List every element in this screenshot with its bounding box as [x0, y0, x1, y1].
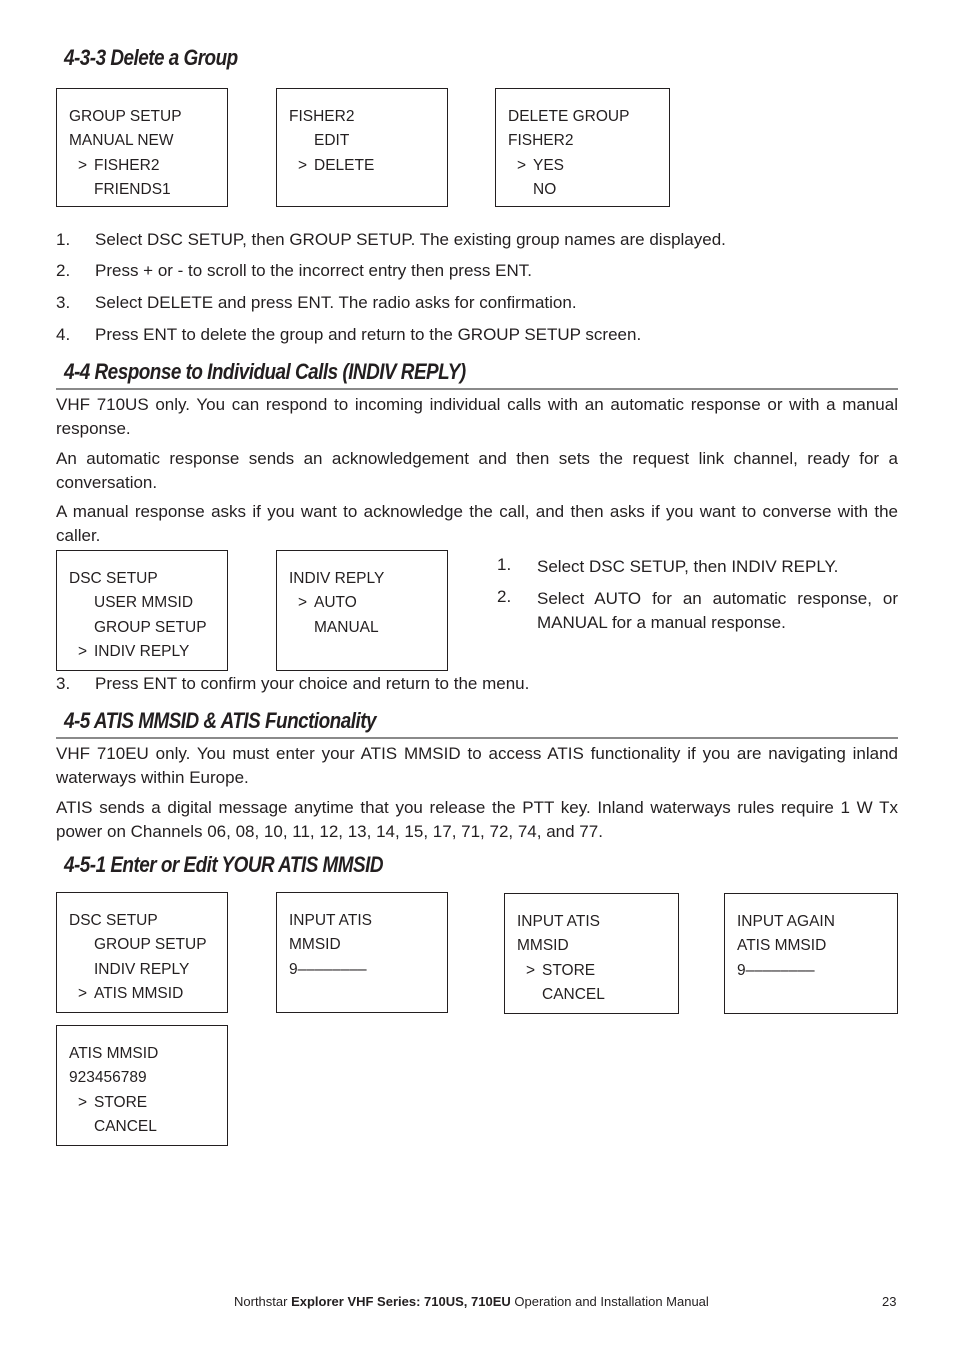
screen-line	[57, 616, 227, 640]
screen-line-text: 9––––––––	[737, 961, 815, 979]
screen-line	[277, 958, 447, 982]
lcd-screen-indiv-reply	[276, 550, 448, 671]
screen-line-text: STORE	[94, 1093, 148, 1111]
screen-line	[57, 1066, 227, 1090]
footer-brand: Northstar	[234, 1294, 288, 1309]
screen-line-text: INPUT ATIS	[289, 912, 372, 929]
screen-line	[57, 591, 227, 615]
step-number: 1.	[497, 555, 512, 574]
screen-line	[57, 154, 227, 178]
screen-line	[277, 154, 447, 178]
section-heading-4-3-3: 4-3-3 Delete a Group	[64, 45, 238, 70]
screen-line	[57, 982, 227, 1006]
screen-line	[57, 640, 227, 664]
step-text: Press ENT to delete the group and return to the GROUP SETUP screen.	[95, 325, 642, 344]
step-number: 2.	[497, 587, 512, 606]
screen-line	[725, 959, 897, 983]
screen-line-text: GROUP SETUP	[94, 936, 207, 954]
screen-line-text: MMSID	[517, 937, 569, 955]
screen-line	[57, 933, 227, 957]
screen-line-text: GROUP SETUP	[94, 618, 207, 636]
screen-line	[57, 1042, 227, 1066]
screen-line	[57, 909, 227, 933]
screen-line-text: MANUAL	[314, 618, 379, 636]
screen-line-text: ATIS MMSID	[69, 1045, 159, 1062]
step-number: 4.	[56, 325, 71, 344]
screen-line	[57, 958, 227, 982]
screen-line	[496, 105, 669, 129]
screen-line	[277, 616, 447, 640]
lcd-screen-dsc-setup-atis	[56, 892, 228, 1013]
step-text: Select DSC SETUP, then INDIV REPLY.	[537, 557, 839, 576]
screen-line-text: GROUP SETUP	[69, 108, 182, 125]
step-number: 1.	[56, 230, 71, 249]
section-heading-4-4: 4-4 Response to Individual Calls (INDIV REPLY)	[64, 359, 466, 384]
paragraph: VHF 710EU only. You must enter your ATIS MMSID to access ATIS functionality if you are navigating inland waterways within Europe.	[56, 744, 898, 787]
footer-title: Operation and Installation Manual	[514, 1294, 709, 1309]
selection-arrow-icon: >	[298, 594, 308, 612]
screen-line-text: FISHER2	[94, 156, 160, 174]
step-text: Select DSC SETUP, then GROUP SETUP. The existing group names are displayed.	[95, 230, 726, 249]
step-number: 3.	[56, 293, 71, 312]
screen-line-text: INDIV REPLY	[94, 960, 190, 978]
screen-line-text: DSC SETUP	[69, 912, 158, 929]
screen-line	[57, 178, 227, 202]
lcd-screen-delete-group	[495, 88, 670, 207]
screen-line-text: 9––––––––	[289, 960, 367, 978]
step-text: Press ENT to confirm your choice and return to the menu.	[95, 674, 530, 693]
paragraph: A manual response asks if you want to acknowledge the call, and then asks if you want to converse with the caller.	[56, 502, 898, 545]
screen-line-text: YES	[533, 156, 565, 174]
screen-line-text: DELETE	[314, 156, 375, 174]
selection-arrow-icon: >	[78, 1093, 88, 1111]
selection-arrow-icon: >	[78, 643, 88, 661]
step-number: 3.	[56, 674, 71, 693]
screen-line	[277, 129, 447, 153]
selection-arrow-icon: >	[526, 961, 536, 979]
selection-arrow-icon: >	[78, 156, 88, 174]
screen-line-text: INPUT AGAIN	[737, 913, 835, 930]
screen-line	[505, 910, 678, 934]
screen-line-text: MANUAL NEW	[69, 132, 174, 150]
screen-line-text: CANCEL	[542, 986, 605, 1004]
heading-rule	[56, 388, 898, 390]
lcd-screen-group-setup	[56, 88, 228, 207]
screen-line-text: EDIT	[314, 132, 350, 150]
screen-line-text: INDIV REPLY	[94, 643, 190, 661]
paragraph: VHF 710US only. You can respond to incoming individual calls with an automatic response or with a manual response.	[56, 395, 898, 438]
screen-line	[505, 983, 678, 1007]
screen-line	[57, 1091, 227, 1115]
screen-line	[277, 909, 447, 933]
screen-line-text: INPUT ATIS	[517, 913, 600, 930]
step-number: 2.	[56, 261, 71, 280]
screen-line	[277, 105, 447, 129]
screen-line	[496, 129, 669, 153]
page-footer	[234, 1294, 709, 1309]
screen-line-text: DELETE GROUP	[508, 108, 630, 125]
screen-line	[725, 910, 897, 934]
selection-arrow-icon: >	[78, 985, 88, 1003]
screen-line-text: FISHER2	[508, 132, 574, 150]
screen-line-text: USER MMSID	[94, 594, 194, 612]
screen-line	[277, 591, 447, 615]
screen-line-text: NO	[533, 181, 557, 199]
lcd-screen-input-again	[724, 893, 898, 1014]
step-text: Select AUTO for an automatic response, or MANUAL for a manual response.	[537, 589, 898, 632]
lcd-screen-input-atis	[276, 892, 448, 1013]
step-text: Press + or - to scroll to the incorrect entry then press ENT.	[95, 261, 532, 280]
screen-line-text: FISHER2	[289, 108, 355, 125]
lcd-screen-atis-mmsid-store	[56, 1025, 228, 1146]
screen-line-text: INDIV REPLY	[289, 570, 385, 587]
screen-line	[496, 178, 669, 202]
page-number: 23	[882, 1294, 897, 1309]
screen-line	[57, 129, 227, 153]
screen-line	[505, 959, 678, 983]
screen-line-text: FRIENDS1	[94, 181, 171, 199]
section-heading-4-5-1: 4-5-1 Enter or Edit YOUR ATIS MMSID	[64, 852, 384, 877]
footer-series: Explorer VHF Series: 710US, 710EU	[291, 1294, 511, 1309]
screen-line-text: ATIS MMSID	[737, 937, 827, 955]
paragraph: ATIS sends a digital message anytime that you release the PTT key. Inland waterways rules require 1 W Tx power on Channels 06, 08, 10, 11, 12, 13, 14, 15, 17, 71, 72, 74, and 77.	[56, 798, 898, 841]
section-heading-4-5: 4-5 ATIS MMSID & ATIS Functionality	[64, 708, 377, 733]
selection-arrow-icon: >	[517, 156, 527, 174]
screen-line	[725, 934, 897, 958]
screen-line-text: STORE	[542, 961, 596, 979]
lcd-screen-input-atis-store	[504, 893, 679, 1014]
lcd-screen-dsc-setup	[56, 550, 228, 671]
screen-line	[57, 567, 227, 591]
screen-line	[277, 933, 447, 957]
screen-line-text: DSC SETUP	[69, 570, 158, 587]
screen-line	[57, 105, 227, 129]
screen-line-text: AUTO	[314, 594, 357, 612]
step-text: Select DELETE and press ENT. The radio asks for confirmation.	[95, 293, 577, 312]
screen-line	[505, 934, 678, 958]
screen-line-text: ATIS MMSID	[94, 985, 184, 1003]
lcd-screen-fisher2-menu	[276, 88, 448, 207]
screen-line-text: 923456789	[69, 1069, 147, 1087]
screen-line-text: CANCEL	[94, 1118, 157, 1136]
screen-line	[277, 567, 447, 591]
screen-line	[57, 1115, 227, 1139]
paragraph: An automatic response sends an acknowledgement and then sets the request link channel, ready for a conversation.	[56, 449, 898, 492]
screen-line-text: MMSID	[289, 936, 341, 954]
selection-arrow-icon: >	[298, 156, 308, 174]
heading-rule	[56, 737, 898, 739]
screen-line	[496, 154, 669, 178]
